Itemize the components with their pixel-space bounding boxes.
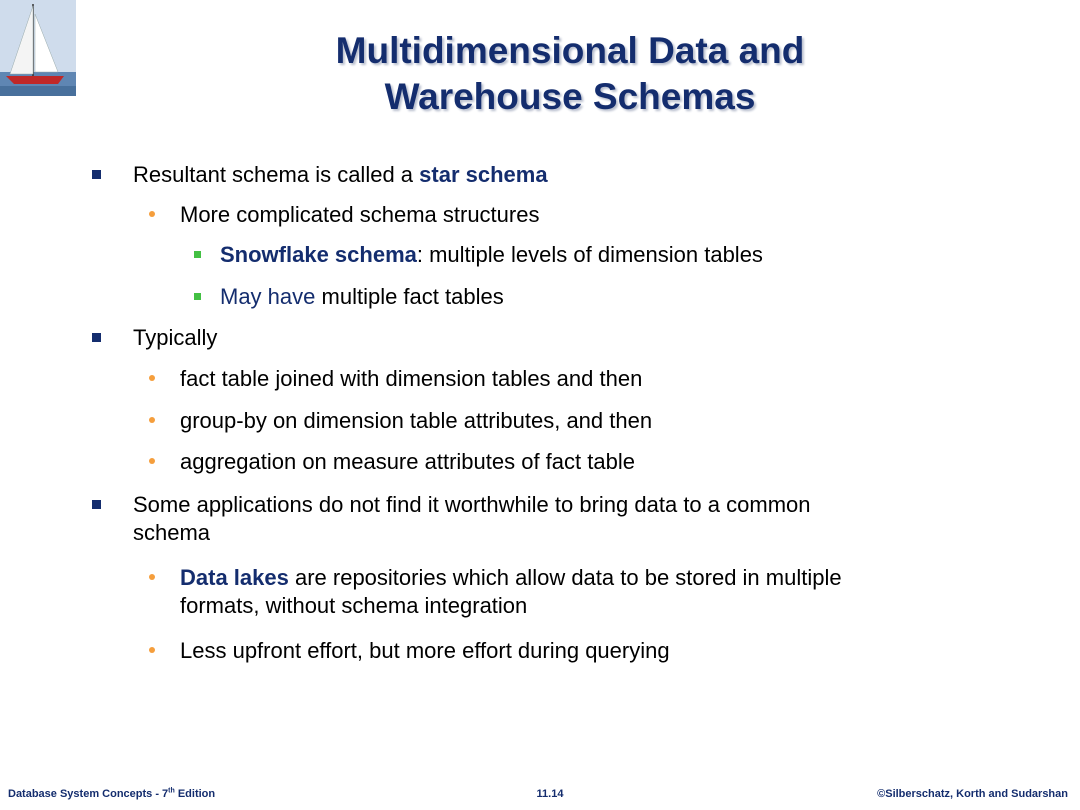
footer-copyright: ©Silberschatz, Korth and Sudarshan bbox=[877, 788, 1068, 800]
keyword-snowflake-schema: Snowflake schema bbox=[220, 242, 417, 267]
bullet-multiple-fact-tables: May have multiple fact tables bbox=[220, 284, 504, 309]
bullet-typically: Typically bbox=[133, 325, 218, 350]
keyword-star-schema: star schema bbox=[419, 162, 548, 187]
bullet-common-schema: Some applications do not find it worthwhile to bring data to a common schema bbox=[133, 492, 811, 545]
footer-page-number: 11.14 bbox=[536, 788, 564, 800]
bullet-square-icon bbox=[194, 251, 201, 258]
bullet-dot-icon bbox=[149, 574, 155, 580]
bullet-square-icon bbox=[194, 293, 201, 300]
bullet-square-icon bbox=[92, 500, 101, 509]
bullet-group-by: group-by on dimension table attributes, and then bbox=[180, 408, 653, 433]
bullet-fact-table-joined: fact table joined with dimension tables and then bbox=[180, 366, 643, 391]
bullet-dot-icon bbox=[149, 458, 155, 464]
bullet-data-lakes: Data lakes are repositories which allow data to be stored in multiple formats, without schema integration bbox=[180, 565, 842, 618]
bullet-dot-icon bbox=[149, 417, 155, 423]
bullet-star-schema: Resultant schema is called a star schema bbox=[133, 162, 548, 187]
bullet-less-upfront-effort: Less upfront effort, but more effort during querying bbox=[180, 638, 670, 663]
title-line-1: Multidimensional Data and bbox=[335, 30, 805, 71]
bullet-dot-icon bbox=[149, 211, 155, 217]
bullet-square-icon bbox=[92, 170, 101, 179]
bullet-square-icon bbox=[92, 333, 101, 342]
bullet-dot-icon bbox=[149, 647, 155, 653]
bullet-dot-icon bbox=[149, 375, 155, 381]
bullet-snowflake-schema: Snowflake schema: multiple levels of dimension tables bbox=[220, 242, 763, 267]
title-line-2: Warehouse Schemas bbox=[384, 76, 756, 117]
bullet-complicated-structures: More complicated schema structures bbox=[180, 202, 540, 227]
footer-book-title: Database System Concepts - 7th Edition bbox=[8, 787, 216, 800]
keyword-data-lakes: Data lakes bbox=[180, 565, 289, 590]
bullet-aggregation: aggregation on measure attributes of fact table bbox=[180, 449, 635, 474]
